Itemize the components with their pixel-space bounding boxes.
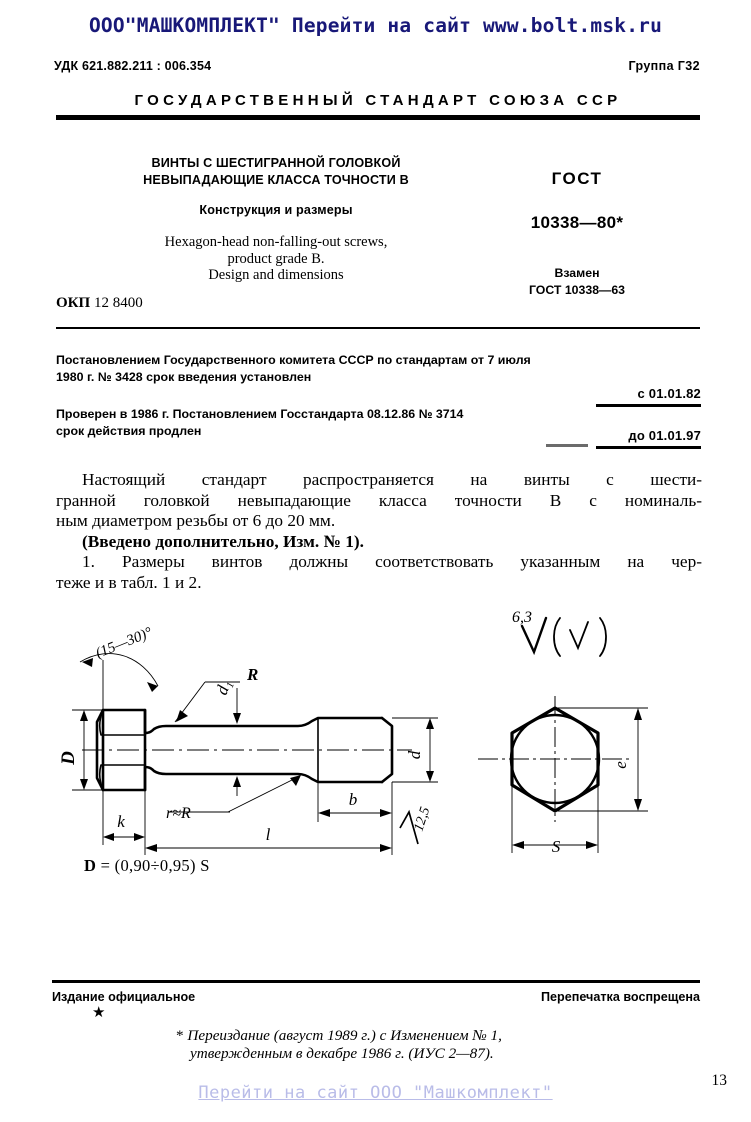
formula-symbol: D <box>84 856 97 875</box>
okp-code <box>56 295 143 312</box>
footnote <box>176 1027 502 1063</box>
label-thread-diameter: d <box>405 750 424 760</box>
scan-smudge <box>546 444 588 447</box>
date-from: с 01.01.82 <box>637 386 701 401</box>
footer-reprint: Перепечатка воспрещена <box>541 990 700 1004</box>
title-block <box>56 155 700 305</box>
body-p1-line1 <box>56 470 702 491</box>
label-total-length: l <box>265 825 271 844</box>
hexagon-centerlines <box>478 696 632 822</box>
label-head-height: k <box>117 812 125 831</box>
body-p1-line1-text: Настоящий стандарт распространяется на винты с шести- <box>82 470 702 489</box>
standard-banner: ГОСУДАРСТВЕННЫЙ СТАНДАРТ СОЮЗА ССР <box>134 92 622 109</box>
decree-p1-line1: Постановлением Государственного комитета СССР по стандартам от 7 июля <box>56 353 531 367</box>
body-text <box>56 470 702 593</box>
date-from-rule <box>596 404 701 407</box>
english-title-line2: product grade B. <box>227 250 325 267</box>
standard-title <box>76 155 476 189</box>
label-chamfer-angle: (15—30)° <box>93 624 155 662</box>
standard-title-line2: НЕВЫПАДАЮЩИЕ КЛАССА ТОЧНОСТИ В <box>143 173 409 187</box>
group-code: Группа Г32 <box>628 59 700 73</box>
page-number: 13 <box>711 1072 727 1089</box>
udk-code: УДК 621.882.211 : 006.354 <box>54 59 212 73</box>
okp-value: 12 8400 <box>93 295 143 311</box>
footer-row <box>52 990 700 1004</box>
bottom-watermark-link[interactable]: Перейти на сайт ООО "Машкомплект" <box>198 1083 553 1103</box>
decree-p2-line2: срок действия продлен <box>56 423 202 438</box>
body-p3-line1-text: 1. Размеры винтов должны соответствовать указанным на чер- <box>82 552 702 571</box>
decree-block <box>56 352 700 439</box>
banner-rule <box>56 115 700 120</box>
okp-rule <box>56 327 700 329</box>
label-roughness-general: 6,3 <box>512 609 532 626</box>
dimension-arrowheads <box>80 658 434 852</box>
footer-edition: Издание официальное <box>52 990 196 1004</box>
decree-p1-line2: 1980 г. № 3428 срок введения установлен <box>56 369 312 384</box>
decree-paragraph-1 <box>56 352 698 385</box>
replaces-value: ГОСТ 10338—63 <box>528 283 626 297</box>
body-p2 <box>56 532 702 553</box>
body-p3-line1 <box>56 552 702 573</box>
body-p2-text: (Введено дополнительно, Изм. № 1). <box>82 531 364 551</box>
decree-p2-line1: Проверен в 1986 г. Постановлением Госстандарта 08.12.86 № 3714 <box>56 407 464 421</box>
replaces-label: Взамен <box>554 266 600 280</box>
bolt-drawing-svg <box>0 600 751 900</box>
formula-expression: = (0,90÷0,95) S <box>96 856 210 875</box>
standard-subtitle: Конструкция и размеры <box>199 203 353 217</box>
decree-paragraph-2 <box>56 406 700 439</box>
footnote-line2: утвержденным в декабре 1986 г. (ИУС 2—87). <box>190 1045 494 1062</box>
body-p1-line3: ным диаметром резьбы от 6 до 20 мм. <box>56 511 336 530</box>
label-undercut-radius: r≈R <box>166 805 191 822</box>
top-watermark-link[interactable]: ООО"МАШКОМПЛЕКТ" Перейти на сайт www.bolt.msk.ru <box>88 14 663 37</box>
roughness-symbol <box>522 618 606 656</box>
label-fillet-radius: R <box>247 665 259 684</box>
english-title-line3: Design and dimensions <box>208 267 344 283</box>
date-to: до 01.01.97 <box>628 428 701 443</box>
label-across-corners: e <box>611 761 630 769</box>
gost-number: 10338—80* <box>530 213 624 232</box>
title-right-column <box>482 155 672 297</box>
label-shank-diameter: d₁ <box>211 677 235 698</box>
formula-caption <box>84 856 210 876</box>
english-title-line1: Hexagon-head non-falling-out screws, <box>164 234 388 250</box>
body-p1-line2: гранной головкой невыпадающие класса точности В с номиналь- <box>56 490 702 510</box>
decree-p1-line1-wrap <box>56 352 698 369</box>
udk-row <box>54 59 700 73</box>
star-icon: ★ <box>92 1005 106 1021</box>
footnote-line1: Переиздание (август 1989 г.) с Изменением № 1, <box>187 1027 502 1044</box>
label-thread-length: b <box>348 790 358 809</box>
footer-rule <box>52 980 700 983</box>
gost-label: ГОСТ <box>551 169 603 188</box>
label-head-diameter: D <box>58 751 79 765</box>
standard-title-line1: ВИНТЫ С ШЕСТИГРАННОЙ ГОЛОВКОЙ <box>151 156 401 170</box>
date-to-rule <box>596 446 701 449</box>
title-left-column <box>76 155 476 284</box>
label-roughness-end: 12,5 <box>411 805 434 834</box>
technical-drawing <box>0 600 751 900</box>
footnote-asterisk: * <box>176 1027 184 1044</box>
label-across-flats: S <box>551 837 561 856</box>
okp-label: ОКП <box>56 295 91 311</box>
english-title <box>76 234 476 284</box>
body-p3-line2: теже и в табл. 1 и 2. <box>56 572 202 592</box>
